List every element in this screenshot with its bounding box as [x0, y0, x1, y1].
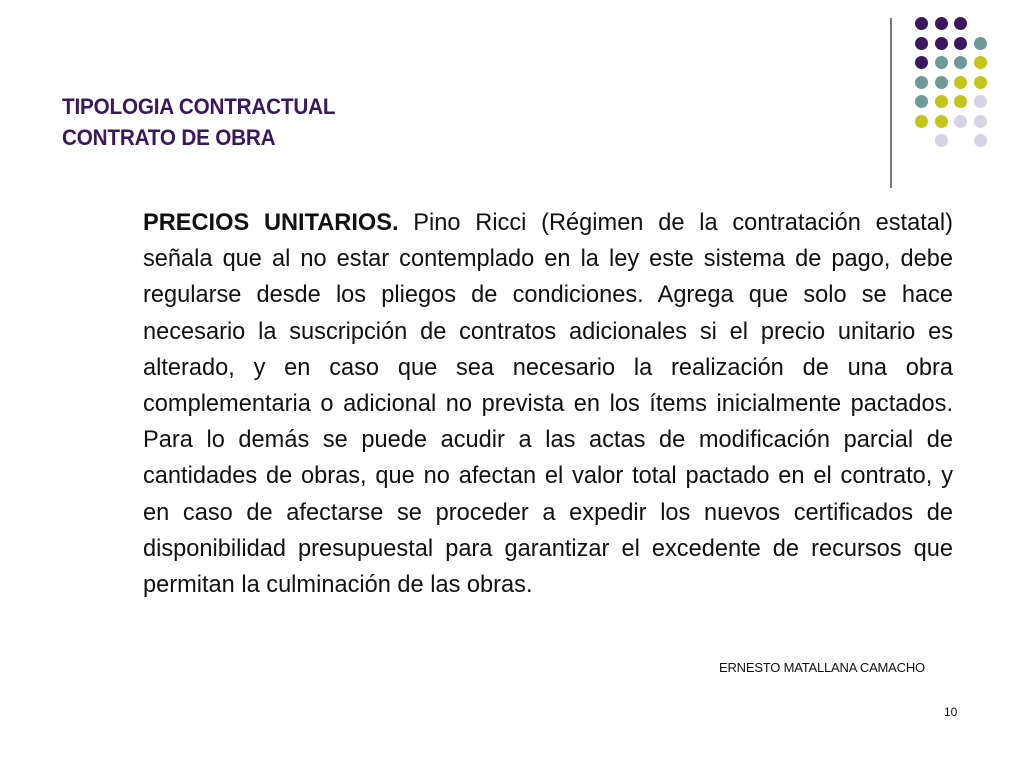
body-lead: PRECIOS UNITARIOS.: [143, 210, 399, 236]
author-name: ERNESTO MATALLANA CAMACHO: [719, 660, 925, 675]
dot-teal: [915, 95, 928, 108]
dot-olive: [915, 115, 928, 128]
dot-teal: [915, 76, 928, 89]
dot-olive: [954, 95, 967, 108]
body-content: Pino Ricci (Régimen de la contratación estatal) señala que al no estar contemplado en la ley este sistema de pago, debe regularse desde los pliegos de condiciones. Agrega que solo se hace necesario la suscripción de contratos adicionales si el precio unitario es alterado, y en caso que sea necesario la realización de una obra complementaria o adicional no prevista en los ítems inicialmente pactados. Para lo demás se puede acudir a las actas de modificación parcial de cantidades de obras, que no afectan el valor total pactado en el contrato, y en caso de afectarse se proceder a expedir los nuevos certificados de disponibilidad presupuestal para garantizar el excedente de recursos que permitan la culminación de las obras.: [143, 210, 953, 599]
dot-olive: [935, 115, 948, 128]
dot-lavender: [954, 115, 967, 128]
dot-purple: [935, 37, 948, 50]
dot-purple: [915, 37, 928, 50]
dot-lavender: [935, 134, 948, 147]
body-paragraph: [143, 205, 953, 603]
dot-olive: [974, 56, 987, 69]
dot-teal: [974, 37, 987, 50]
decorative-dot-grid: [0, 0, 1024, 200]
dot-purple: [915, 17, 928, 30]
title-line-2: CONTRATO DE OBRA: [62, 125, 276, 150]
dot-lavender: [974, 115, 987, 128]
dot-olive: [954, 76, 967, 89]
dot-olive: [935, 95, 948, 108]
dot-lavender: [974, 95, 987, 108]
page-number: 10: [944, 705, 958, 719]
title-line-1: TIPOLOGIA CONTRACTUAL: [62, 94, 336, 119]
dot-teal: [935, 56, 948, 69]
dot-teal: [954, 56, 967, 69]
dot-purple: [935, 17, 948, 30]
dot-olive: [974, 76, 987, 89]
dot-teal: [935, 76, 948, 89]
dot-purple: [954, 17, 967, 30]
dot-lavender: [974, 134, 987, 147]
dot-purple: [915, 56, 928, 69]
dot-purple: [954, 37, 967, 50]
